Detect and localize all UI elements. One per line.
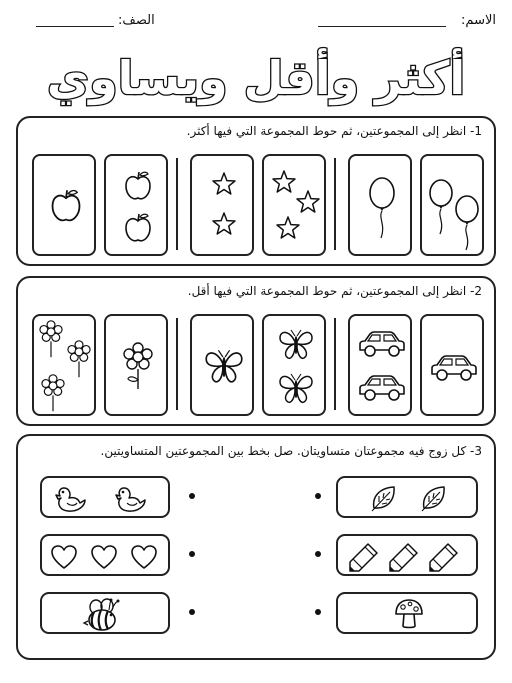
flower-icon	[122, 342, 154, 390]
hearts-box[interactable]	[40, 534, 170, 576]
butterfly-icon	[278, 372, 314, 406]
star-icon	[212, 172, 236, 196]
cars-set-2[interactable]	[348, 314, 412, 416]
left-connect-dot-1[interactable]	[189, 493, 195, 499]
mushroom-box[interactable]	[336, 592, 478, 634]
right-connect-dot-2[interactable]	[315, 551, 321, 557]
group-divider	[334, 158, 336, 250]
name-blank-line[interactable]	[318, 26, 446, 27]
class-blank-line[interactable]	[36, 26, 114, 27]
name-label: الاسم:	[461, 13, 496, 28]
section-1-instruction: 1- انظر إلى المجموعتين، ثم حوط المجموعة التي فيها أكثر.	[186, 124, 482, 138]
heart-icon	[50, 544, 78, 570]
apples-set-1[interactable]	[32, 154, 96, 256]
flower-icon	[66, 340, 92, 378]
bee-icon	[82, 596, 122, 634]
flowers-set-3[interactable]	[32, 314, 96, 416]
ducks-box[interactable]	[40, 476, 170, 518]
duck-icon	[52, 484, 88, 514]
balloon-icon	[428, 180, 454, 236]
heart-icon	[130, 544, 158, 570]
balloon-icon	[368, 178, 396, 240]
cars-set-1[interactable]	[420, 314, 484, 416]
section-3-instruction: 3- كل زوج فيه مجموعتان متساويتان. صل بخط بين المجموعتين المتساويتين.	[100, 444, 482, 458]
flowers-set-1[interactable]	[104, 314, 168, 416]
car-icon	[357, 374, 407, 404]
star-icon	[296, 190, 320, 214]
title-text: أكثر وأقل ويساوي	[46, 51, 466, 105]
section-equal	[16, 434, 496, 660]
pencil-icon	[428, 541, 460, 573]
section-less	[16, 276, 496, 426]
heart-icon	[90, 544, 118, 570]
butterfly-icon	[278, 328, 314, 362]
group-divider	[176, 158, 178, 250]
group-divider	[176, 318, 178, 410]
right-connect-dot-3[interactable]	[315, 609, 321, 615]
flower-icon	[40, 374, 66, 412]
mushroom-icon	[394, 598, 424, 630]
left-connect-dot-2[interactable]	[189, 551, 195, 557]
car-icon	[429, 354, 479, 384]
class-label: الصف:	[118, 13, 155, 28]
right-connect-dot-1[interactable]	[315, 493, 321, 499]
butterfly-icon	[204, 348, 244, 386]
butterflies-set-1[interactable]	[190, 314, 254, 416]
bee-box[interactable]	[40, 592, 170, 634]
worksheet-title	[0, 44, 512, 110]
left-connect-dot-3[interactable]	[189, 609, 195, 615]
leaf-icon	[370, 484, 398, 512]
apple-icon	[124, 170, 152, 202]
pencil-icon	[388, 541, 420, 573]
balloon-icon	[454, 196, 480, 252]
leaf-icon	[420, 484, 448, 512]
star-icon	[276, 216, 300, 240]
duck-icon	[112, 484, 148, 514]
car-icon	[357, 330, 407, 360]
section-2-instruction: 2- انظر إلى المجموعتين، ثم حوط المجموعة التي فيها أقل.	[187, 284, 482, 298]
section-more	[16, 116, 496, 266]
star-icon	[212, 212, 236, 236]
star-icon	[272, 170, 296, 194]
stars-set-3[interactable]	[262, 154, 326, 256]
group-divider	[334, 318, 336, 410]
flower-icon	[38, 320, 64, 358]
pencils-box[interactable]	[336, 534, 478, 576]
apple-icon	[124, 212, 152, 244]
apples-set-2[interactable]	[104, 154, 168, 256]
pencil-icon	[348, 541, 380, 573]
balloons-set-1[interactable]	[348, 154, 412, 256]
apple-icon	[50, 188, 82, 224]
butterflies-set-2[interactable]	[262, 314, 326, 416]
leaves-box[interactable]	[336, 476, 478, 518]
balloons-set-2[interactable]	[420, 154, 484, 256]
stars-set-2[interactable]	[190, 154, 254, 256]
